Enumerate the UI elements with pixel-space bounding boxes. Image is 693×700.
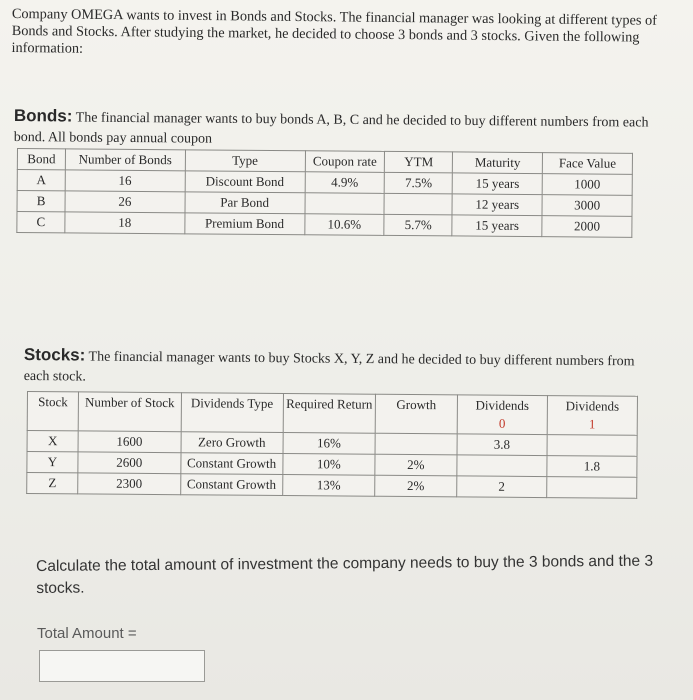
bonds-heading: Bonds:	[13, 106, 73, 126]
table-cell	[547, 477, 637, 499]
table-cell: 1600	[78, 431, 181, 453]
table-cell: 13%	[283, 475, 375, 497]
stocks-table	[26, 391, 638, 499]
stocks-heading: Stocks:	[23, 345, 86, 365]
table-cell: Constant Growth	[180, 474, 283, 496]
table-cell: 4.9%	[305, 172, 385, 194]
table-cell: A	[17, 170, 65, 191]
table-cell: Par Bond	[185, 192, 305, 214]
bonds-col-type: Type	[185, 150, 305, 172]
bonds-col-bond: Bond	[17, 149, 65, 170]
table-cell: 10%	[283, 454, 375, 476]
table-cell: 12 years	[452, 194, 542, 216]
table-cell	[375, 433, 457, 455]
bonds-col-number: Number of Bonds	[65, 149, 185, 171]
bonds-col-maturity: Maturity	[453, 152, 543, 174]
table-cell: 16	[65, 170, 185, 192]
table-cell: 16%	[283, 433, 375, 455]
table-cell: Discount Bond	[185, 171, 305, 193]
stocks-col-dividend-type: Dividends Type	[181, 393, 284, 433]
table-cell: 2600	[78, 452, 181, 474]
bonds-col-coupon: Coupon rate	[305, 151, 385, 173]
table-cell	[457, 455, 547, 477]
bonds-table	[16, 148, 633, 238]
intro-paragraph: Company OMEGA wants to invest in Bonds and Stocks. The financial manager was looking at different types of Bonds and Stocks. After studying the market, he decided to choose 3 bonds and 3 stocks. Given the following information:	[11, 6, 658, 57]
stocks-col-dividends-0: Dividends 0	[457, 395, 547, 435]
bonds-col-face-value: Face Value	[542, 153, 632, 175]
stocks-header-row	[27, 392, 637, 436]
table-cell	[547, 435, 637, 457]
table-row	[17, 212, 632, 238]
table-cell: 15 years	[452, 215, 542, 237]
table-cell: 5.7%	[384, 214, 452, 236]
table-cell: 2%	[375, 475, 457, 497]
table-cell	[384, 193, 452, 215]
table-cell: Constant Growth	[180, 453, 283, 475]
table-cell: 3.8	[457, 434, 547, 456]
stocks-col-dividends-1: Dividends 1	[547, 396, 637, 436]
table-cell: Y	[27, 452, 78, 473]
table-cell: 2%	[375, 454, 457, 476]
bonds-col-ytm: YTM	[385, 151, 453, 173]
stocks-description-text: The financial manager wants to buy Stocks X, Y, Z and he decided to buy different numbers from each stock.	[23, 349, 635, 385]
table-cell: 1000	[542, 174, 632, 196]
table-cell: 10.6%	[304, 214, 384, 236]
table-cell: 15 years	[452, 173, 542, 195]
table-cell: 7.5%	[385, 172, 453, 194]
table-cell: 2	[457, 476, 547, 498]
table-cell: 2000	[542, 216, 632, 238]
table-cell: B	[17, 191, 65, 212]
stocks-col-required-return: Required Return	[283, 394, 375, 434]
table-cell: 18	[65, 212, 185, 234]
bonds-description-text: The financial manager wants to buy bonds A, B, C and he decided to buy different numbers from each bond. All bonds pay annual coupon	[13, 110, 649, 147]
stocks-description	[24, 345, 654, 392]
stocks-col-number: Number of Stock	[78, 392, 181, 432]
table-cell: 1.8	[547, 456, 637, 478]
question-text: Calculate the total amount of investment the company needs to buy the 3 bonds and the 3 stocks.	[36, 552, 654, 597]
stocks-col-growth: Growth	[375, 394, 457, 434]
table-row	[27, 473, 637, 499]
table-cell: 26	[65, 191, 185, 213]
stocks-col-stock: Stock	[27, 392, 78, 431]
table-cell: Zero Growth	[181, 432, 284, 454]
table-cell: Premium Bond	[185, 213, 305, 235]
table-cell: 3000	[542, 195, 632, 217]
total-amount-input[interactable]	[39, 650, 205, 682]
table-cell: X	[27, 431, 78, 452]
table-cell: Z	[27, 473, 78, 494]
total-amount-label: Total Amount =	[37, 625, 137, 642]
table-cell: 2300	[78, 473, 181, 495]
table-cell: C	[17, 212, 65, 233]
table-cell	[304, 193, 384, 215]
bonds-description	[14, 106, 654, 154]
